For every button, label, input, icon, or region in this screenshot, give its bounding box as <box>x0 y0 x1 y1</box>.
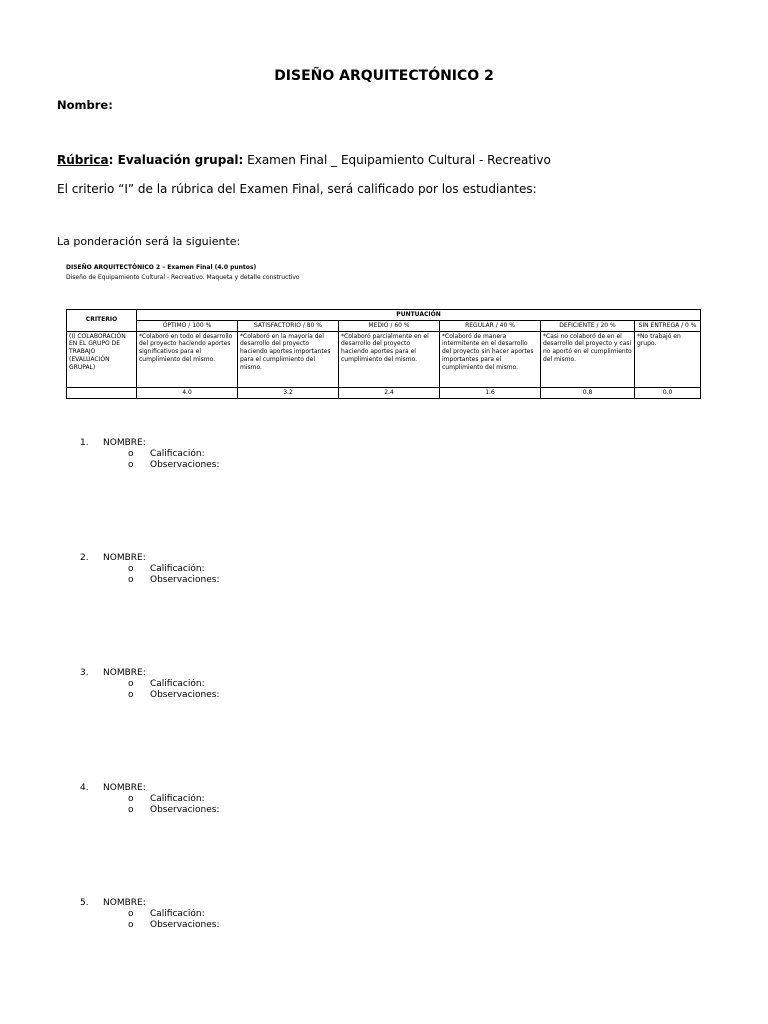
student-name-label: NOMBRE: <box>103 783 146 793</box>
rubrica-colon: : <box>108 153 114 167</box>
score-cell: 0.8 <box>541 387 635 398</box>
ponderacion-text: La ponderación será la siguiente: <box>57 235 241 248</box>
calificacion-label: Calificación: <box>150 564 205 574</box>
bullet-icon: o <box>128 909 134 919</box>
calificacion-label: Calificación: <box>150 449 205 459</box>
description-cell: *Colaboró en todo el desarrollo del proyecto haciendo aportes significativos para el cumplimiento del mismo. <box>137 331 238 387</box>
student-name-label: NOMBRE: <box>103 668 146 678</box>
level-header: ÓPTIMO / 100 % <box>137 320 238 331</box>
student-number: 5. <box>80 898 89 908</box>
bullet-icon: o <box>128 805 134 815</box>
criterio-text: El criterio “I” de la rúbrica del Examen Final, será calificado por los estudiantes: <box>57 182 537 196</box>
level-header: MEDIO / 60 % <box>339 320 440 331</box>
bullet-icon: o <box>128 460 134 470</box>
document-title: DISEÑO ARQUITECTÓNICO 2 <box>274 68 494 84</box>
score-cell: 3.2 <box>238 387 339 398</box>
score-cell: 2.4 <box>339 387 440 398</box>
score-cell: 4.0 <box>137 387 238 398</box>
calificacion-label: Calificación: <box>150 679 205 689</box>
student-entry <box>0 898 768 958</box>
rubrica-text: Examen Final _ Equipamiento Cultural - Recreativo <box>243 153 551 167</box>
observaciones-label: Observaciones: <box>150 805 220 815</box>
level-header: DEFICIENTE / 20 % <box>541 320 635 331</box>
rubric-score-row <box>67 387 701 398</box>
level-header: SATISFACTORIO / 80 % <box>238 320 339 331</box>
student-name-label: NOMBRE: <box>103 553 146 563</box>
rubrica-label: Rúbrica <box>57 153 109 167</box>
bullet-icon: o <box>128 449 134 459</box>
description-cell: *Colaboró de manera intermitente en el desarrollo del proyecto sin hacer aportes importantes para el cumplimiento del mismo. <box>440 331 541 387</box>
rubric-subtitle: Diseño de Equipamiento Cultural - Recreativo. Maqueta y detalle constructivo <box>66 274 300 281</box>
observaciones-label: Observaciones: <box>150 460 220 470</box>
rubric-table <box>66 309 701 399</box>
bullet-icon: o <box>128 794 134 804</box>
student-entry <box>0 438 768 498</box>
student-entry <box>0 783 768 843</box>
description-cell: *No trabajó en grupo. <box>635 331 701 387</box>
student-number: 3. <box>80 668 89 678</box>
bullet-icon: o <box>128 690 134 700</box>
rubric-title: DISEÑO ARQUITECTÓNICO 2 – Examen Final (4.0 puntos) <box>66 264 257 271</box>
calificacion-label: Calificación: <box>150 909 205 919</box>
description-cell: *Colaboró parcialmente en el desarrollo del proyecto haciendo aportes para el cumplimiento del mismo. <box>339 331 440 387</box>
puntuacion-header: PUNTUACIÓN <box>137 310 701 321</box>
bullet-icon: o <box>128 575 134 585</box>
rubric-criterion-row <box>67 331 701 387</box>
observaciones-label: Observaciones: <box>150 690 220 700</box>
evaluacion-label: Evaluación grupal: <box>113 153 244 167</box>
observaciones-label: Observaciones: <box>150 920 220 930</box>
calificacion-label: Calificación: <box>150 794 205 804</box>
student-entry <box>0 553 768 613</box>
rubric-levels-row <box>67 320 701 331</box>
score-empty-cell <box>67 387 137 398</box>
observaciones-label: Observaciones: <box>150 575 220 585</box>
score-cell: 0.0 <box>635 387 701 398</box>
student-name-label: NOMBRE: <box>103 438 146 448</box>
rubrica-line <box>57 153 551 167</box>
student-entry <box>0 668 768 728</box>
student-number: 4. <box>80 783 89 793</box>
description-cell: *Colaboró en la mayoría del desarrollo del proyecto haciendo aportes importantes para el cumplimiento del mismo. <box>238 331 339 387</box>
bullet-icon: o <box>128 564 134 574</box>
student-name-label: NOMBRE: <box>103 898 146 908</box>
level-header: REGULAR / 40 % <box>440 320 541 331</box>
score-cell: 1.6 <box>440 387 541 398</box>
rubric-header-row <box>67 310 701 321</box>
student-number: 2. <box>80 553 89 563</box>
criterio-header: CRITERIO <box>67 310 137 332</box>
criterion-cell: (I) COLABORACIÓN EN EL GRUPO DE TRABAJO (EVALUACIÓN GRUPAL) <box>67 331 137 387</box>
bullet-icon: o <box>128 679 134 689</box>
bullet-icon: o <box>128 920 134 930</box>
level-header: SIN ENTREGA / 0 % <box>635 320 701 331</box>
student-number: 1. <box>80 438 89 448</box>
description-cell: *Casi no colaboró de en el desarrollo del proyecto y casi no aportó en el cumplimiento del mismo. <box>541 331 635 387</box>
nombre-label: Nombre: <box>57 98 113 112</box>
